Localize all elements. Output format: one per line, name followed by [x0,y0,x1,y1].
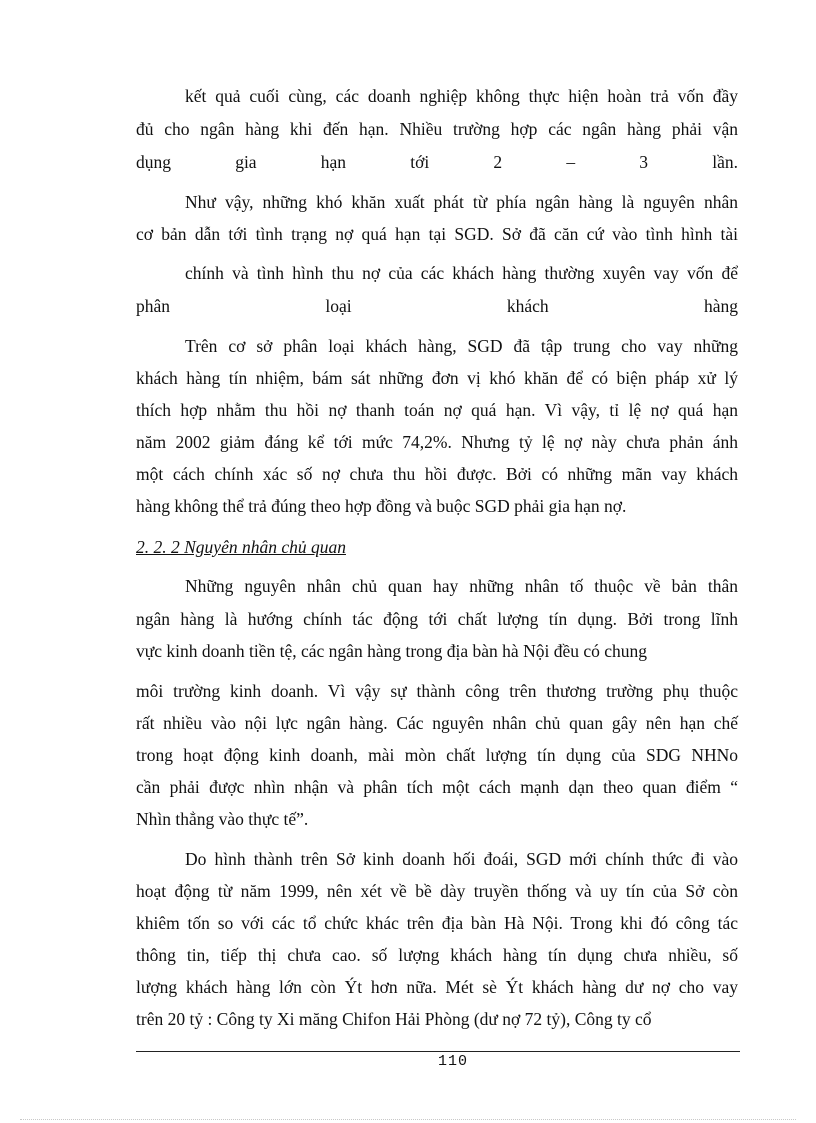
text-line: cơ bản dẫn tới tình trạng nợ quá hạn tại SGD. Sở đã căn cứ vào tình hình tài [136,224,738,244]
text-line: vực kinh doanh tiền tệ, các ngân hàng trong địa bàn hà Nội đều có chung [136,641,647,661]
section-heading: 2. 2. 2 Nguyên nhân chủ quan [136,537,346,557]
text-line: Như vậy, những khó khăn xuất phát từ phía ngân hàng là nguyên nhân [185,192,738,212]
text-line: rất nhiều vào nội lực ngân hàng. Các nguyên nhân chủ quan gây nên hạn chế [136,713,738,733]
text-line: cần phải được nhìn nhận và phân tích một cách mạnh dạn theo quan điểm “ [136,777,738,797]
text-line: Do hình thành trên Sở kinh doanh hối đoái, SGD mới chính thức đi vào [185,849,738,869]
text-line: ngân hàng là hướng chính tác động tới chất lượng tín dụng. Bởi trong lĩnh [136,609,738,629]
text-line: khiêm tốn so với các tổ chức khác trên địa bàn Hà Nội. Trong khi đó công tác [136,913,738,933]
text-line: phân loại khách hàng [136,296,738,316]
text-line: Những nguyên nhân chủ quan hay những nhân tố thuộc về bản thân [185,576,738,596]
text-line: môi trường kinh doanh. Vì vậy sự thành công trên thương trường phụ thuộc [136,681,738,701]
text-line: hoạt động từ năm 1999, nên xét về bề dày truyền thống và uy tín của Sở còn [136,881,738,901]
text-line: hàng không thể trả đúng theo hợp đồng và buộc SGD phải gia hạn nợ. [136,496,627,516]
page-edge-divider [20,1119,796,1120]
text-line: Nhìn thẳng vào thực tế”. [136,809,309,829]
page-number: 110 [437,1053,468,1070]
text-line: thông tin, tiếp thị chưa cao. số lượng khách hàng tín dụng chưa nhiều, số [136,945,738,965]
text-line: lượng khách hàng lớn còn Ýt hơn nữa. Mét sè Ýt khách hàng dư nợ cho vay [136,977,738,997]
text-line: đủ cho ngân hàng khi đến hạn. Nhiều trường hợp các ngân hàng phải vận [136,119,738,139]
text-line: năm 2002 giảm đáng kể tới mức 74,2%. Nhưng tỷ lệ nợ này chưa phản ánh [136,432,738,452]
text-line: kết quả cuối cùng, các doanh nghiệp không thực hiện hoàn trả vốn đầy [185,86,738,106]
text-line: khách hàng tín nhiệm, bám sát những đơn vị khó khăn để có biện pháp xử lý [136,368,738,388]
text-line: chính và tình hình thu nợ của các khách hàng thường xuyên vay vốn để [185,263,738,283]
footer-rule [136,1051,740,1052]
text-line: trong hoạt động kinh doanh, mài mòn chất lượng tín dụng của SDG NHNo [136,745,738,765]
text-line: Trên cơ sở phân loại khách hàng, SGD đã tập trung cho vay những [185,336,738,356]
text-line: trên 20 tỷ : Công ty Xi măng Chifon Hải Phòng (dư nợ 72 tỷ), Công ty cổ [136,1009,652,1029]
text-line: một cách chính xác số nợ chưa thu hồi được. Bởi có những mãn vay khách [136,464,738,484]
text-line: dụng gia hạn tới 2 – 3 lần. [136,152,738,172]
text-line: thích hợp nhằm thu hồi nợ thanh toán nợ quá hạn. Vì vậy, tỉ lệ nợ quá hạn [136,400,738,420]
